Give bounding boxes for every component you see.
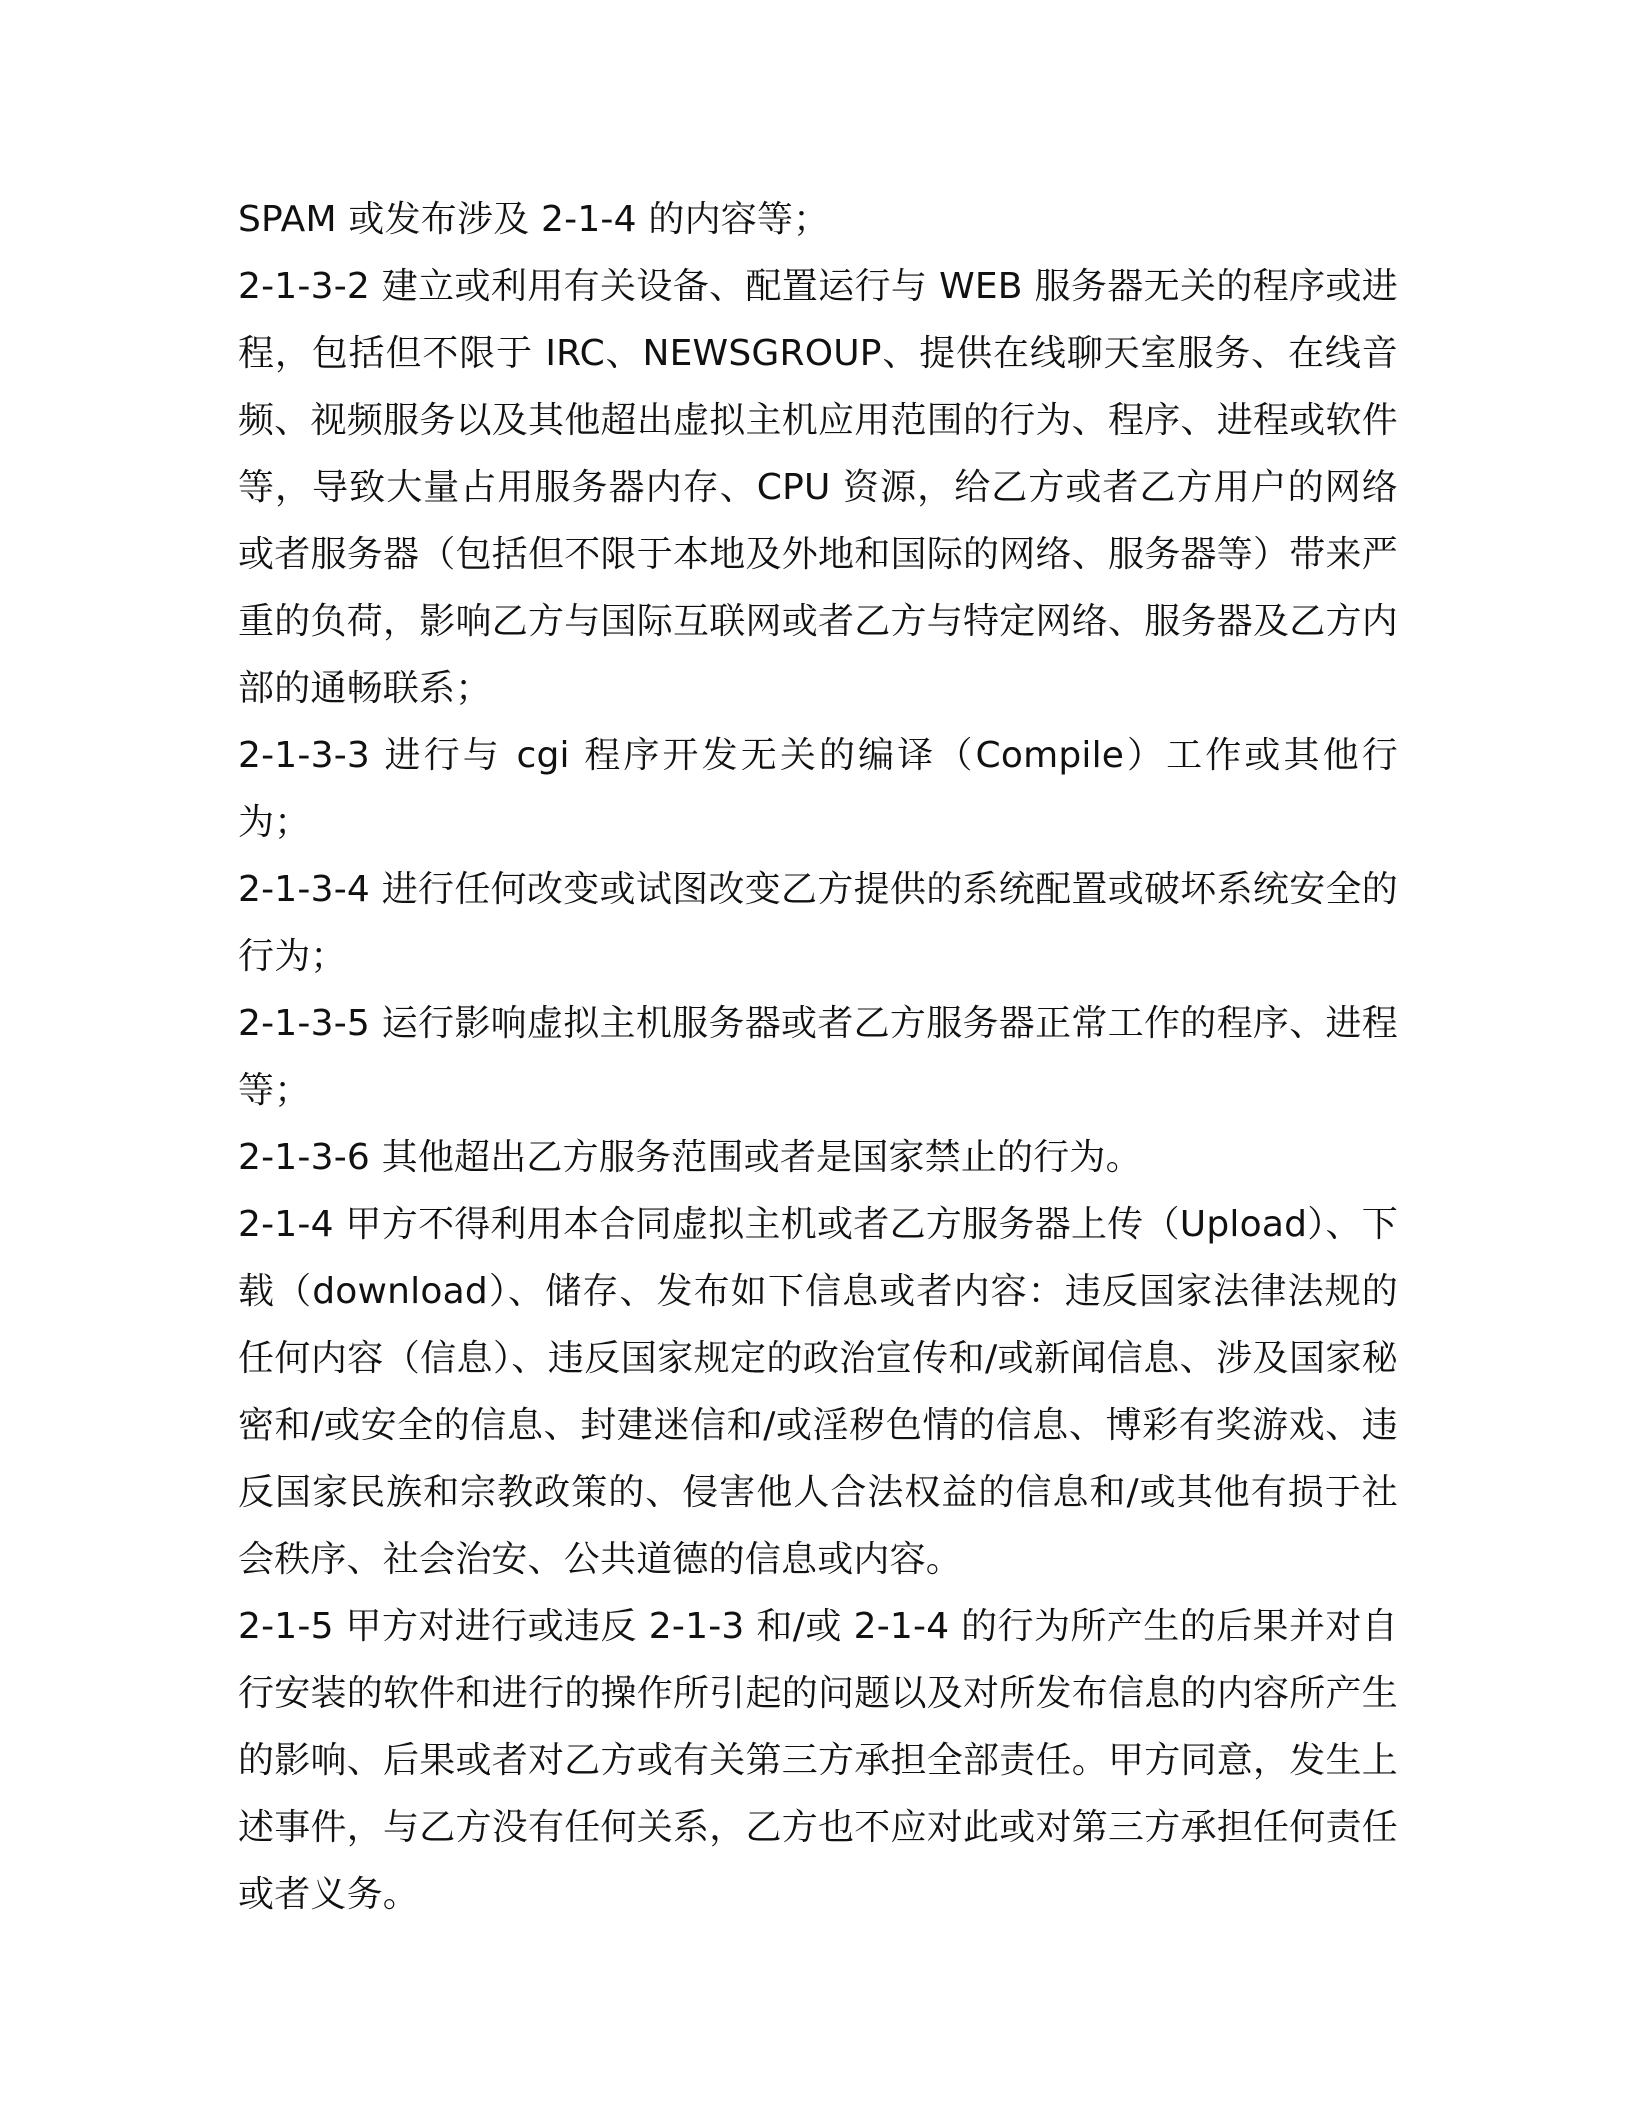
paragraph-2-1-5: 2-1-5 甲方对进行或违反 2-1-3 和/或 2-1-4 的行为所产生的后果并对自行安装的软件和进行的操作所引起的问题以及对所发布信息的内容所产生的影响、后果或者对乙方或有关第三方承担全部责任。甲方同意，发生上述事件，与乙方没有任何关系，乙方也不应对此或对第三方承担任何责任或者义务。 bbox=[238, 1606, 1398, 1915]
paragraph-2-1-3-6: 2-1-3-6 其他超出乙方服务范围或者是国家禁止的行为。 bbox=[238, 1137, 1142, 1178]
paragraph-2-1-3-5: 2-1-3-5 运行影响虚拟主机服务器或者乙方服务器正常工作的程序、进程等； bbox=[238, 1003, 1398, 1111]
paragraph-2-1-3-2: 2-1-3-2 建立或利用有关设备、配置运行与 WEB 服务器无关的程序或进程，包括但不限于 IRC、NEWSGROUP、提供在线聊天室服务、在线音频、视频服务以及其他超出虚拟主机应用范围的行为、程序、进程或软件等，导致大量占用服务器内存、CPU 资源，给乙方或者乙方用户的网络或者服务器（包括但不限于本地及外地和国际的网络、服务器等）带来严重的负荷，影响乙方与国际互联网或者乙方与特定网络、服务器及乙方内部的通畅联系； bbox=[238, 266, 1398, 709]
paragraph-spam-continuation: SPAM 或发布涉及 2-1-4 的内容等； bbox=[238, 199, 830, 240]
paragraph-2-1-3-4: 2-1-3-4 进行任何改变或试图改变乙方提供的系统配置或破坏系统安全的行为； bbox=[238, 869, 1398, 977]
paragraph-2-1-3-3: 2-1-3-3 进行与 cgi 程序开发无关的编译（Compile）工作或其他行为； bbox=[238, 735, 1398, 843]
document-body bbox=[238, 186, 1398, 1928]
paragraph-2-1-4: 2-1-4 甲方不得利用本合同虚拟主机或者乙方服务器上传（Upload）、下载（download）、储存、发布如下信息或者内容：违反国家法律法规的任何内容（信息）、违反国家规定的政治宣传和/或新闻信息、涉及国家秘密和/或安全的信息、封建迷信和/或淫秽色情的信息、博彩有奖游戏、违反国家民族和宗教政策的、侵害他人合法权益的信息和/或其他有损于社会秩序、社会治安、公共道德的信息或内容。 bbox=[238, 1204, 1398, 1580]
